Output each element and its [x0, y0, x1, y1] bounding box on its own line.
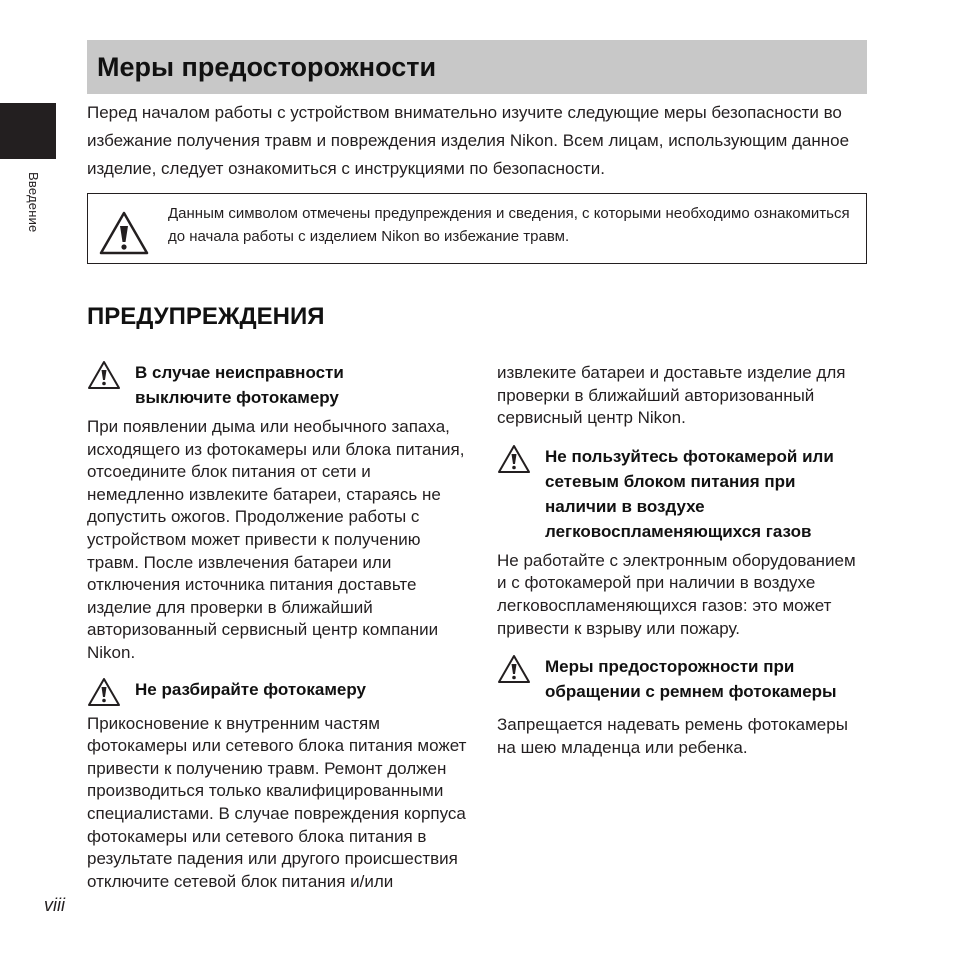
- warning-heading: [497, 444, 869, 544]
- intro-paragraph: Перед началом работы с устройством внимательно изучите следующие меры безопасности во избежание получения травм и повреждения изделия Nikon. Всем лицам, использующим данное изделие, следует ознакомиться с инструкциями по безопасности.: [87, 103, 850, 178]
- warning-heading-text: Не разбирайте фотокамеру: [135, 679, 366, 699]
- warning-triangle-icon: [497, 654, 531, 684]
- warning-text: Запрещается надевать ремень фотокамеры на шею младенца или ребенка.: [497, 715, 848, 757]
- warning-triangle-icon: [497, 444, 531, 474]
- page-number: viii: [44, 895, 65, 915]
- notice-text: Данным символом отмечены предупреждения и сведения, с которыми необходимо ознакомиться до начала работы с изделием Nikon во избежание травм.: [168, 205, 850, 245]
- warning-triangle-icon: [87, 360, 121, 390]
- warning-text-continuation: извлеките батареи и доставьте изделие для проверки в ближайший авторизованный сервисный центр Nikon.: [497, 363, 846, 428]
- notice-box: [87, 193, 867, 264]
- warning-text: Не работайте с электронным оборудованием и с фотокамерой при наличии в воздухе легковоспламеняющихся газов: это может привести к взрыву или пожару.: [497, 550, 856, 638]
- section-title: ПРЕДУПРЕЖДЕНИЯ: [87, 303, 325, 330]
- warning-text: Прикосновение к внутренним частям фотокамеры или сетевого блока питания может привести к получению травм. Ремонт должен производиться только квалифицированными специалистами. В случае повреждения корпуса фотокамеры или сетевого блока питания в результате падения или другого происшествия отключите сетевой блок питания и/или: [87, 713, 467, 891]
- chapter-label: Введение: [26, 172, 41, 233]
- warning-triangle-icon: [98, 210, 150, 256]
- warning-heading-text: В случае неисправности выключите фотокамеру: [135, 363, 344, 407]
- title-bar: [87, 40, 867, 94]
- warning-heading: [87, 677, 467, 707]
- warning-heading-text: Меры предосторожности при обращении с ремнем фотокамеры: [545, 657, 837, 702]
- warning-heading-text: Не пользуйтесь фотокамерой или сетевым блоком питания при наличии в воздухе легковоспламеняющихся газов: [545, 446, 834, 541]
- warning-heading: [87, 360, 467, 410]
- warning-text: При появлении дыма или необычного запаха, исходящего из фотокамеры или блока питания, отсоедините блок питания от сети и немедленно извлеките батареи, стараясь не допустить ожогов. Продолжение работы с устройством может привести к получению травм. После извлечения батареи или отключения источника питания доставьте изделие для проверки в ближайший авторизованный сервисный центр компании Nikon.: [87, 417, 465, 662]
- warning-heading: [497, 654, 869, 704]
- left-column: [87, 360, 467, 893]
- page-title: Меры предосторожности: [97, 51, 437, 82]
- warning-triangle-icon: [87, 677, 121, 707]
- chapter-tab: [0, 103, 56, 159]
- right-column: [497, 362, 869, 759]
